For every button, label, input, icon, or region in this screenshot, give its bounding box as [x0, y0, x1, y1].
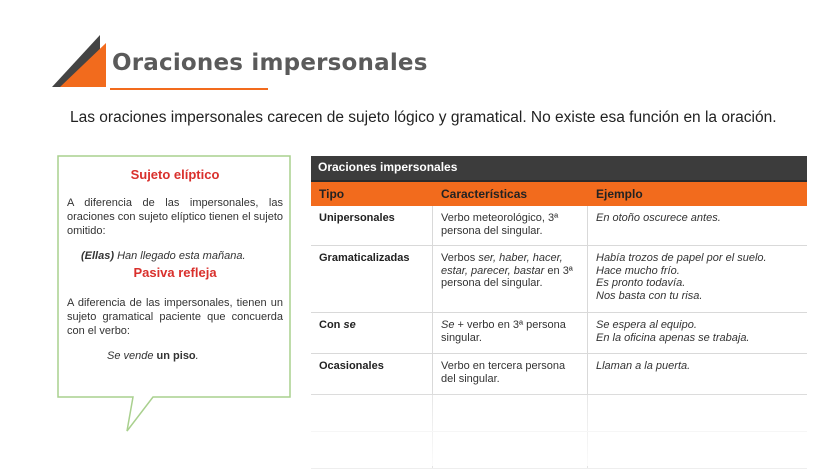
- example-line: Se espera al equipo.: [596, 319, 697, 331]
- example-line: Hace mucho frío.: [596, 264, 680, 277]
- table-column-headers: [311, 182, 807, 206]
- text-part: en 3ª persona del singular.: [441, 264, 573, 289]
- text-part-italic: Se: [441, 319, 455, 331]
- example-line: Llaman a la puerta.: [596, 360, 691, 372]
- callout-text-pasiva-refleja: A diferencia de las impersonales, tienen un sujeto gramatical paciente que concuerda con el verbo:: [67, 297, 283, 337]
- cell-ejemplo: [588, 313, 807, 353]
- example-pre-part: Se vende: [107, 350, 157, 362]
- example-line: Nos basta con tu risa.: [596, 289, 703, 302]
- callout-example-sujeto-eliptico: [67, 250, 283, 262]
- cell-caracteristicas: [433, 246, 588, 312]
- example-line: En otoño oscurece antes.: [596, 212, 721, 224]
- table-row: [311, 313, 807, 354]
- cell-ejemplo: [588, 206, 807, 245]
- callout-text-sujeto-eliptico: A diferencia de las impersonales, las oraciones con sujeto elíptico tienen el sujeto omitido:: [67, 197, 283, 237]
- callout-heading-pasiva-refleja: Pasiva refleja: [133, 265, 217, 280]
- cell-caracteristicas: Verbo meteorológico, 3ª persona del singular.: [433, 206, 588, 245]
- example-line: En la oficina apenas se trabaja.: [596, 331, 750, 344]
- example-post-part: .: [195, 350, 199, 362]
- example-bold-part: (Ellas): [81, 250, 115, 262]
- text-part: Verbos: [441, 252, 479, 264]
- cell-caracteristicas: Verbo en tercera persona del singular.: [433, 354, 588, 394]
- table-row: [311, 246, 807, 313]
- callout-example-pasiva-refleja: [67, 350, 283, 362]
- text-part: + verbo en 3ª persona singular.: [441, 319, 566, 344]
- column-header-tipo: Tipo: [319, 187, 345, 201]
- title-underline: [110, 88, 268, 90]
- page-title: Oraciones impersonales: [112, 50, 428, 76]
- example-line: Había trozos de papel por el suelo.: [596, 252, 767, 264]
- cell-tipo: [311, 313, 433, 353]
- table-title: Oraciones impersonales: [311, 156, 807, 182]
- column-header-caracteristicas: Características: [441, 187, 528, 201]
- example-line: Es pronto todavía.: [596, 277, 686, 289]
- cell-tipo: Unipersonales: [311, 206, 433, 245]
- cell-ejemplo: [588, 246, 807, 312]
- text-part-italic: se: [343, 319, 356, 331]
- cell-caracteristicas: [433, 313, 588, 353]
- example-rest-part: Han llegado esta mañana.: [114, 250, 246, 262]
- text-part: Con: [319, 319, 344, 331]
- table-fade-overlay: [311, 386, 807, 466]
- example-bold-part: un piso: [156, 350, 196, 362]
- callout-box: [57, 155, 291, 430]
- table-row: [311, 206, 807, 246]
- text-part-italic: ser, haber, hacer, estar, parecer, bastar: [441, 252, 563, 277]
- intro-text: Las oraciones impersonales carecen de sujeto lógico y gramatical. No existe esa función en la oración.: [70, 109, 777, 126]
- cell-tipo: Gramaticalizadas: [311, 246, 433, 312]
- callout-heading-sujeto-eliptico: Sujeto elíptico: [130, 167, 220, 182]
- cell-tipo: Ocasionales: [311, 354, 433, 394]
- title-triangle-logo: [52, 35, 110, 87]
- column-header-ejemplo: Ejemplo: [596, 187, 643, 201]
